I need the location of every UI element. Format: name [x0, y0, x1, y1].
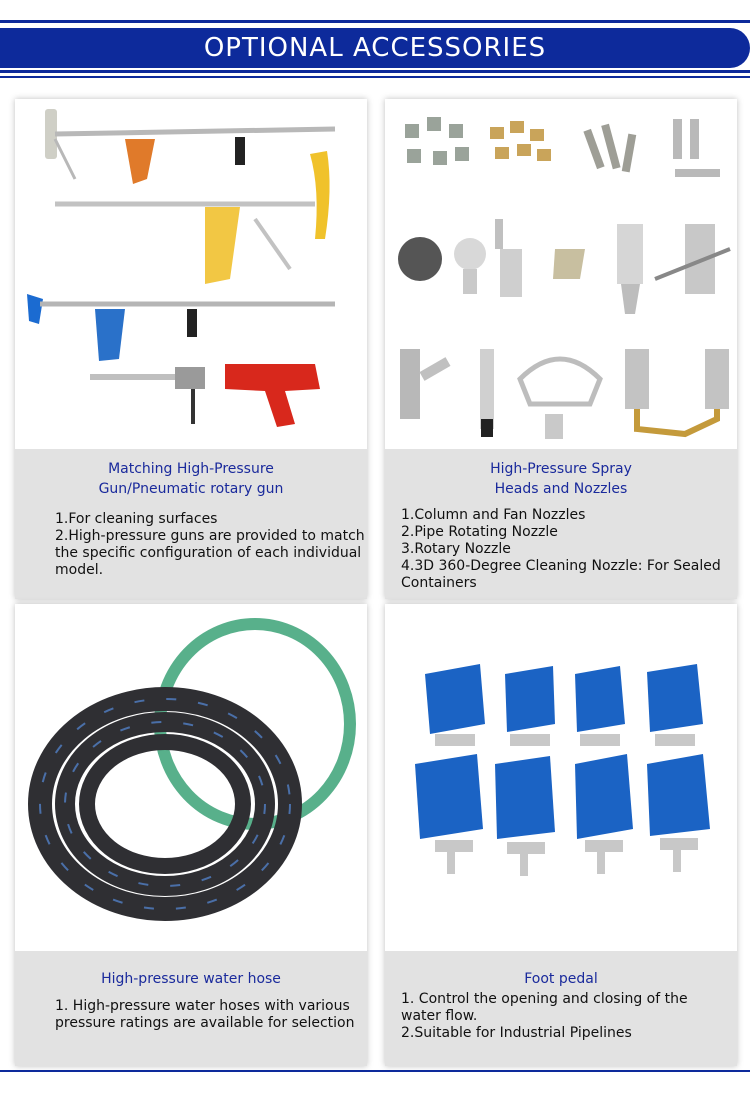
card-title: Matching High-Pressure: [108, 461, 274, 477]
list-item: 1.Column and Fan Nozzles: [401, 507, 586, 523]
list-item: 4.3D 360-Degree Cleaning Nozzle: For Sealed Containers: [401, 558, 721, 591]
page-title: OPTIONAL ACCESSORIES: [203, 33, 547, 63]
card-title-line2: Heads and Nozzles: [494, 481, 628, 497]
card-description: [55, 998, 355, 1032]
list-item: 3.Rotary Nozzle: [401, 541, 511, 557]
card-title: High-pressure water hose: [101, 971, 281, 987]
card-foot-pedal: [385, 604, 737, 1066]
card-info-panel: [15, 449, 367, 599]
card-title: Foot pedal: [524, 971, 598, 987]
card-info-panel: [385, 449, 737, 599]
footer-divider: [0, 1070, 750, 1072]
guns-image: [15, 99, 367, 449]
list-item: 2.Suitable for Industrial Pipelines: [401, 1025, 632, 1041]
header-divider-thin: [0, 76, 750, 78]
header-top-line: [0, 20, 750, 23]
card-title: High-Pressure Spray: [490, 461, 632, 477]
list-item: 1. Control the opening and closing of the water flow.: [401, 991, 688, 1024]
list-item: 2.Pipe Rotating Nozzle: [401, 524, 558, 540]
list-item: 1.For cleaning surfaces: [55, 511, 218, 527]
header-divider: [0, 70, 750, 73]
nozzles-image: [385, 99, 737, 449]
card-water-hose: [15, 604, 367, 1066]
list-item: 1. High-pressure water hoses with various pressure ratings are available for selection: [55, 998, 355, 1031]
card-spray-nozzles: [385, 99, 737, 599]
card-high-pressure-gun: [15, 99, 367, 599]
card-description: [401, 991, 688, 1042]
card-info-panel: [385, 951, 737, 1066]
list-item: 2.High-pressure guns are provided to match the specific configuration of each individual model.: [55, 528, 365, 578]
card-description: [401, 507, 721, 592]
foot-pedal-image: [385, 604, 737, 951]
header-banner: [0, 28, 750, 68]
card-description: [55, 511, 365, 579]
card-info-panel: [15, 951, 367, 1066]
card-title-line2: Gun/Pneumatic rotary gun: [98, 481, 284, 497]
hose-image: [15, 604, 367, 951]
